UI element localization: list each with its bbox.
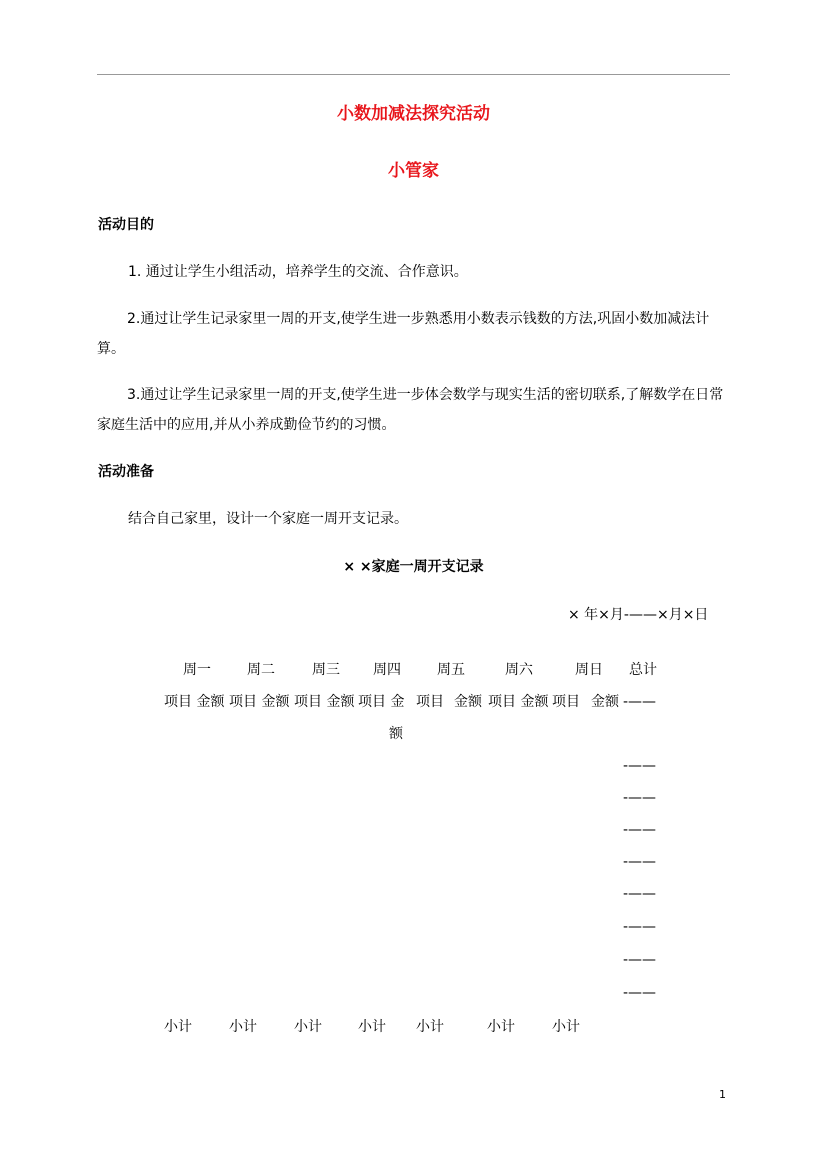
purpose-item-2: 2.通过让学生记录家里一周的开支,使学生进一步熟悉用小数表示钱数的方法,巩固小数加减法计算。: [97, 311, 710, 357]
subheader: 金额: [591, 694, 619, 710]
subheader: 项目: [552, 694, 580, 710]
subheader: 项目 金额: [229, 694, 290, 710]
table-date-range: × 年×月-——×月×日: [568, 607, 709, 623]
total-dash: -——: [623, 854, 657, 870]
total-dash: -——: [623, 985, 657, 1001]
subtotal-label: 小计: [358, 1019, 386, 1035]
day-header-total: 总计: [629, 662, 657, 678]
header-rule: [97, 74, 730, 75]
subheader: 金额: [454, 694, 482, 710]
subheader-total-dash: -——: [623, 694, 657, 710]
day-header: 周日: [575, 662, 603, 678]
subtotal-label: 小计: [487, 1019, 515, 1035]
subtotal-label: 小计: [229, 1019, 257, 1035]
day-header: 周五: [437, 662, 465, 678]
doc-title: 小数加减法探究活动: [337, 104, 490, 124]
doc-subtitle: 小管家: [388, 161, 439, 181]
section-heading-prep: 活动准备: [98, 464, 154, 480]
total-dash: -——: [623, 758, 657, 774]
subtotal-label: 小计: [552, 1019, 580, 1035]
subheader-wrap: 额: [389, 726, 403, 742]
page-number: 1: [719, 1088, 726, 1101]
day-header: 周三: [312, 662, 340, 678]
day-header: 周二: [247, 662, 275, 678]
section-heading-purpose: 活动目的: [98, 217, 154, 233]
subheader: 项目 金额: [164, 694, 225, 710]
total-dash: -——: [623, 822, 657, 838]
total-dash: -——: [623, 952, 657, 968]
purpose-item-3: 3.通过让学生记录家里一周的开支,使学生进一步体会数学与现实生活的密切联系,了解数学在日常家庭生活中的应用,并从小养成勤俭节约的习惯。: [97, 387, 724, 433]
subtotal-label: 小计: [416, 1019, 444, 1035]
day-header: 周四: [373, 662, 401, 678]
table-title: × ×家庭一周开支记录: [343, 559, 484, 575]
subheader: 项目 金: [358, 694, 405, 710]
total-dash: -——: [623, 886, 657, 902]
day-header: 周一: [183, 662, 211, 678]
subheader: 项目: [416, 694, 444, 710]
subtotal-label: 小计: [164, 1019, 192, 1035]
total-dash: -——: [623, 919, 657, 935]
subtotal-label: 小计: [294, 1019, 322, 1035]
purpose-item-1: 1. 通过让学生小组活动，培养学生的交流、合作意识。: [128, 264, 468, 280]
total-dash: -——: [623, 790, 657, 806]
subheader: 项目 金额: [294, 694, 355, 710]
prep-text: 结合自己家里，设计一个家庭一周开支记录。: [128, 511, 408, 527]
subheader: 项目 金额: [488, 694, 549, 710]
day-header: 周六: [505, 662, 533, 678]
